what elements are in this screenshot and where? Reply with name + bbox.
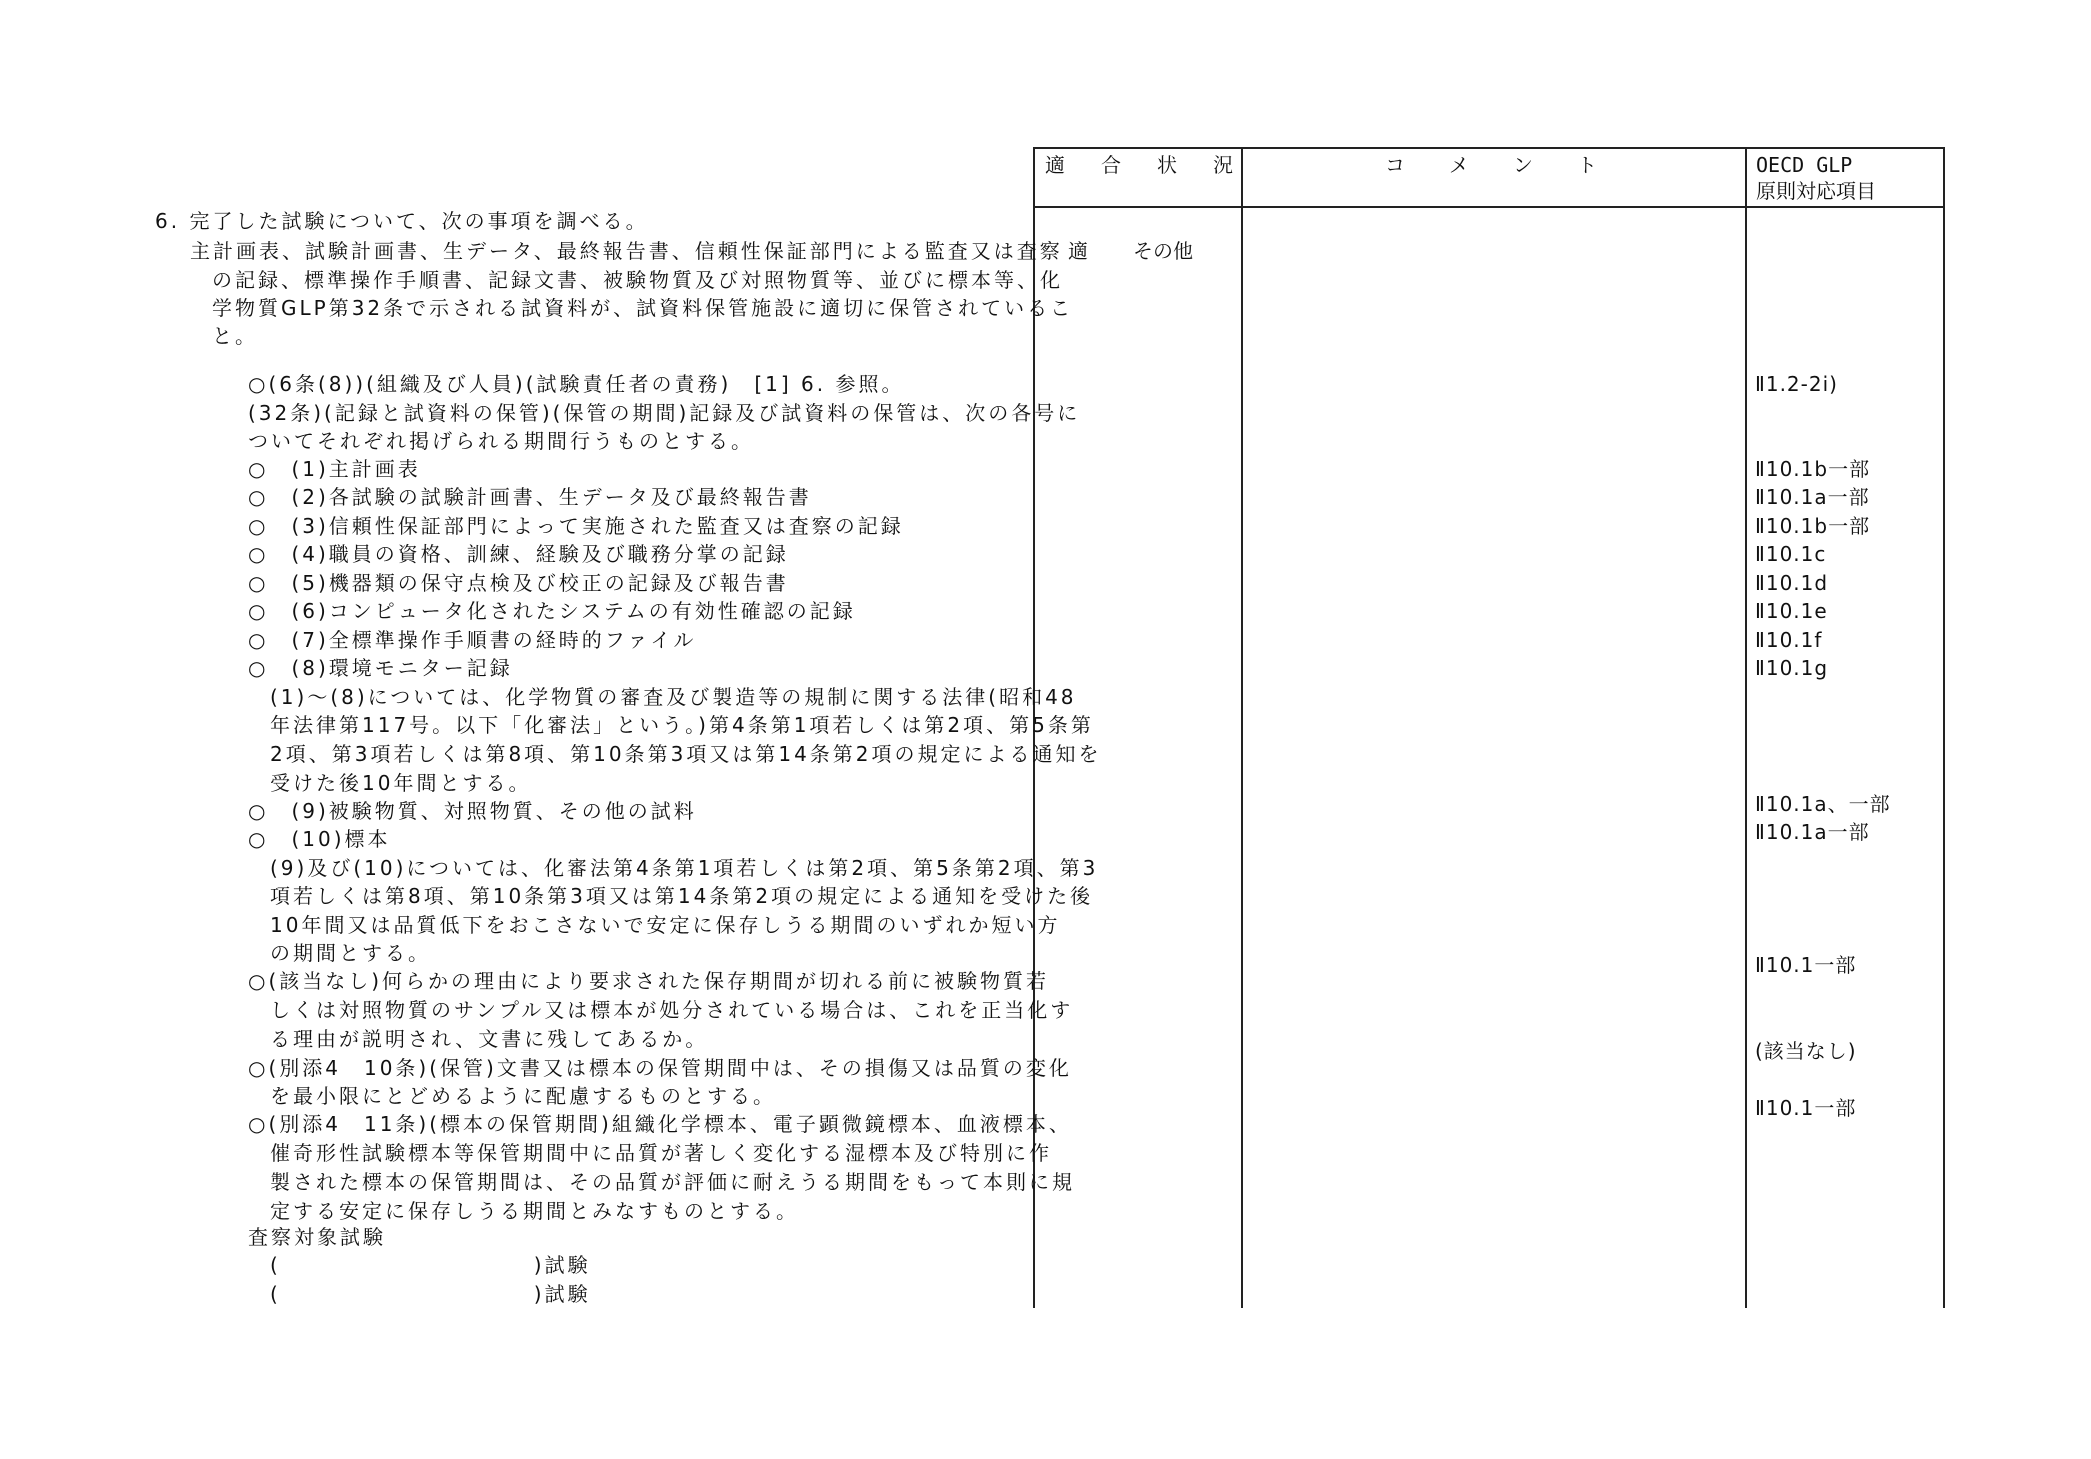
inspection-text-line: と。 — [212, 324, 258, 348]
table-column-divider — [1241, 147, 1243, 1308]
inspection-text-line: ○(該当なし)何らかの理由により要求された保存期間が切れる前に被験物質若 — [248, 969, 1050, 993]
inspection-text-line: 6. 完了した試験について、次の事項を調べる。 — [155, 209, 649, 233]
oecd-reference: Ⅱ10.1a一部 — [1755, 820, 1870, 844]
inspection-text-line: しくは対照物質のサンプル又は標本が処分されている場合は、これを正当化す — [270, 998, 1074, 1022]
inspection-text-line: ○ (1)主計画表 — [248, 457, 421, 481]
inspection-text-line: ○ (9)被験物質、対照物質、その他の試料 — [248, 799, 697, 823]
inspection-text-line: 学物質GLP第32条で示される試資料が、試資料保管施設に適切に保管されているこ — [212, 296, 1074, 320]
oecd-reference: Ⅱ10.1e — [1755, 599, 1828, 623]
inspection-text-line: ○ (6)コンピュータ化されたシステムの有効性確認の記録 — [248, 599, 856, 623]
oecd-reference: Ⅱ10.1c — [1755, 542, 1827, 566]
inspection-text-line: を最小限にとどめるように配慮するものとする。 — [270, 1084, 776, 1108]
table-top-border — [1033, 147, 1945, 149]
inspection-text-line: ○ (2)各試験の試験計画書、生データ及び最終報告書 — [248, 485, 812, 509]
header-comment: コ メ ン ト — [1385, 153, 1609, 177]
inspection-text-line: ○ (3)信頼性保証部門によって実施された監査又は査察の記録 — [248, 514, 904, 538]
inspection-text-line: 主計画表、試験計画書、生データ、最終報告書、信頼性保証部門による監査又は査察 — [190, 239, 1063, 263]
inspection-text-line: 受けた後10年間とする。 — [270, 771, 532, 795]
inspection-text-line: 催奇形性試験標本等保管期間中に品質が著しく変化する湿標本及び特別に作 — [270, 1141, 1052, 1165]
oecd-reference: Ⅱ10.1a、一部 — [1755, 792, 1891, 816]
inspection-text-line: ○ (5)機器類の保守点検及び校正の記録及び報告書 — [248, 571, 789, 595]
inspection-text-line: (9)及び(10)については、化審法第4条第1項若しくは第2項、第5条第2項、第3 — [270, 856, 1099, 880]
inspection-text-line: ○ (8)環境モニター記録 — [248, 656, 513, 680]
oecd-reference: Ⅱ10.1a一部 — [1755, 485, 1870, 509]
inspection-text-line: ( )試験 — [270, 1282, 591, 1306]
inspection-text-line: る理由が説明され、文書に残してあるか。 — [270, 1027, 709, 1051]
oecd-reference: Ⅱ10.1b一部 — [1755, 457, 1871, 481]
inspection-text-line: ○(別添4 10条)(保管)文書又は標本の保管期間中は、その損傷又は品質の変化 — [248, 1056, 1072, 1080]
inspection-text-line: 10年間又は品質低下をおこさないで安定に保存しうる期間のいずれか短い方 — [270, 913, 1061, 937]
inspection-text-line: ○ (4)職員の資格、訓練、経験及び職務分掌の記録 — [248, 542, 789, 566]
inspection-text-line: 定する安定に保存しうる期間とみなすものとする。 — [270, 1199, 799, 1223]
inspection-text-line: ついてそれぞれ掲げられる期間行うものとする。 — [248, 429, 754, 453]
inspection-text-line: 年法律第117号。以下「化審法」という。)第4条第1項若しくは第2項、第5条第 — [270, 713, 1094, 737]
status-option-compliant[interactable]: 適 — [1068, 239, 1088, 263]
header-compliance-status: 適 合 状 況 — [1045, 153, 1241, 177]
oecd-reference: Ⅱ1.2-2i) — [1755, 372, 1838, 396]
inspection-text-line: ○(別添4 11条)(標本の保管期間)組織化学標本、電子顕微鏡標本、血液標本、 — [248, 1112, 1072, 1136]
oecd-reference: Ⅱ10.1g — [1755, 656, 1829, 680]
oecd-reference: Ⅱ10.1b一部 — [1755, 514, 1871, 538]
header-oecd-line1: OECD GLP — [1756, 153, 1853, 177]
status-option-other[interactable]: その他 — [1133, 239, 1193, 263]
oecd-reference: Ⅱ10.1f — [1755, 628, 1823, 652]
inspection-text-line: ○(6条(8))(組織及び人員)(試験責任者の責務) [1] 6. 参照。 — [248, 372, 905, 396]
oecd-reference: (該当なし) — [1755, 1039, 1857, 1063]
header-oecd-line2: 原則対応項目 — [1756, 179, 1876, 203]
inspection-text-line: 査察対象試験 — [248, 1225, 386, 1249]
inspection-text-line: ○ (10)標本 — [248, 827, 391, 851]
inspection-text-line: (32条)(記録と試資料の保管)(保管の期間)記録及び試資料の保管は、次の各号に — [248, 401, 1081, 425]
table-column-divider — [1943, 147, 1945, 1308]
oecd-reference: Ⅱ10.1一部 — [1755, 1096, 1857, 1120]
oecd-reference: Ⅱ10.1一部 — [1755, 953, 1857, 977]
inspection-text-line: の期間とする。 — [270, 941, 431, 965]
inspection-text-line: ○ (7)全標準操作手順書の経時的ファイル — [248, 628, 697, 652]
table-column-divider — [1745, 147, 1747, 1308]
inspection-text-line: (1)～(8)については、化学物質の審査及び製造等の規制に関する法律(昭和48 — [270, 685, 1077, 709]
inspection-text-line: の記録、標準操作手順書、記録文書、被験物質及び対照物質等、並びに標本等、化 — [212, 268, 1063, 292]
oecd-reference: Ⅱ10.1d — [1755, 571, 1829, 595]
table-header-divider — [1033, 206, 1945, 208]
inspection-text-line: 2項、第3項若しくは第8項、第10条第3項又は第14条第2項の規定による通知を — [270, 742, 1102, 766]
inspection-text-line: ( )試験 — [270, 1253, 591, 1277]
inspection-text-line: 項若しくは第8項、第10条第3項又は第14条第2項の規定による通知を受けた後 — [270, 884, 1094, 908]
inspection-text-line: 製された標本の保管期間は、その品質が評価に耐えうる期間をもって本則に規 — [270, 1170, 1075, 1194]
